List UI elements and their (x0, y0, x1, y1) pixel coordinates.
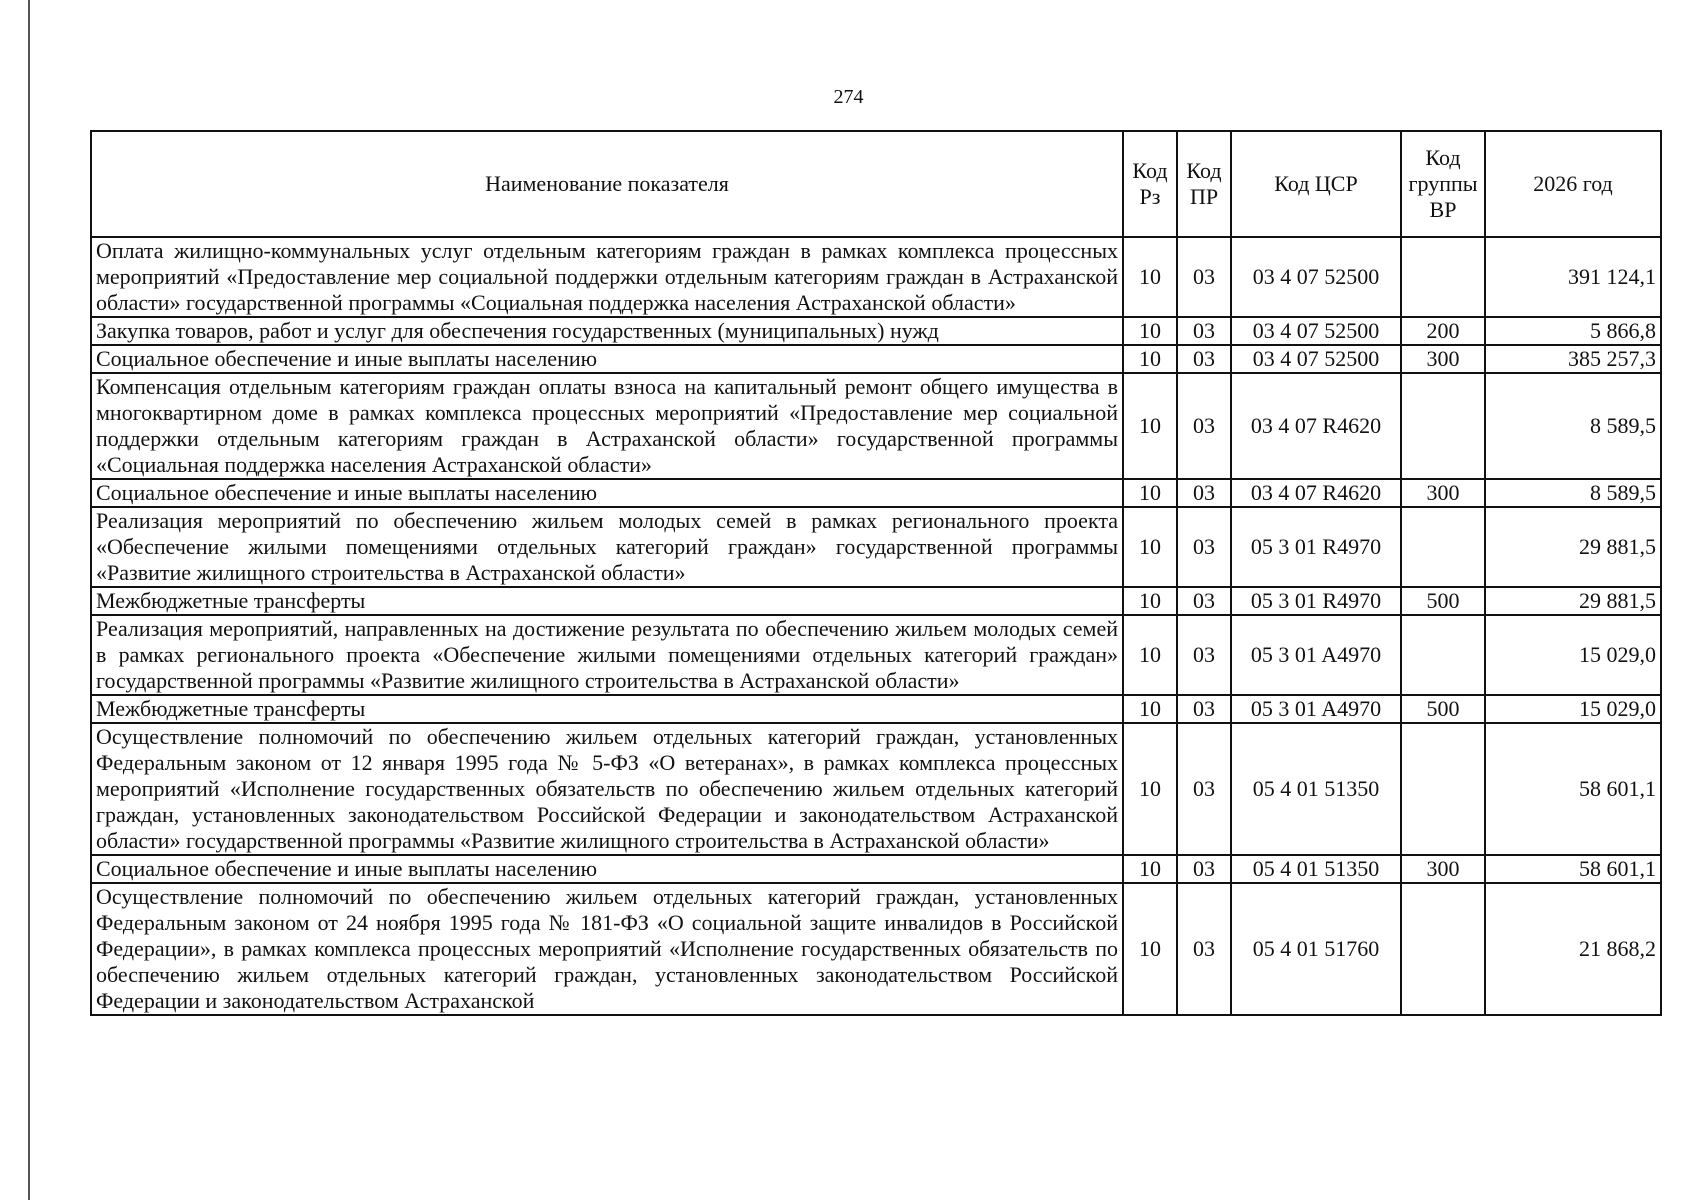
row-name: Межбюджетные трансферты (91, 695, 1123, 723)
row-csr: 03 4 07 R4620 (1231, 479, 1401, 507)
row-csr: 03 4 07 52500 (1231, 317, 1401, 345)
row-vr (1401, 507, 1485, 587)
row-vr: 200 (1401, 317, 1485, 345)
row-rz: 10 (1123, 587, 1177, 615)
row-name: Социальное обеспечение и иные выплаты населению (91, 479, 1123, 507)
row-rz: 10 (1123, 345, 1177, 373)
row-sum: 15 029,0 (1485, 615, 1661, 695)
row-csr: 05 4 01 51350 (1231, 723, 1401, 855)
page-number: 274 (833, 86, 864, 108)
row-vr (1401, 373, 1485, 479)
row-csr: 05 4 01 51760 (1231, 883, 1401, 1015)
row-vr: 500 (1401, 587, 1485, 615)
header-csr: Код ЦСР (1231, 131, 1401, 237)
row-rz: 10 (1123, 507, 1177, 587)
row-sum: 15 029,0 (1485, 695, 1661, 723)
header-sum: 2026 год (1485, 131, 1661, 237)
row-vr: 300 (1401, 345, 1485, 373)
row-csr: 05 3 01 R4970 (1231, 507, 1401, 587)
table-row (91, 479, 1661, 507)
row-csr: 05 4 01 51350 (1231, 855, 1401, 883)
row-name: Социальное обеспечение и иные выплаты населению (91, 345, 1123, 373)
table-row (91, 855, 1661, 883)
row-sum: 8 589,5 (1485, 373, 1661, 479)
row-name: Осуществление полномочий по обеспечению жильем отдельных категорий граждан, установленных Федеральным законом от 24 ноября 1995 года № 181-ФЗ «О социальной защите инвалидов в Российской Федерации», в рамках комплекса процессных мероприятий «Исполнение государственных обязательств по обеспечению жильем отдельных категорий граждан, установленных законодательством Российской Федерации и законодательством Астраханской (91, 883, 1123, 1015)
table-header-row (91, 131, 1661, 237)
row-vr (1401, 615, 1485, 695)
row-name: Реализация мероприятий, направленных на достижение результата по обеспечению жильем молодых семей в рамках регионального проекта «Обеспечение жилыми помещениями отдельных категорий граждан» государственной программы «Развитие жилищного строительства в Астраханской области» (91, 615, 1123, 695)
row-rz: 10 (1123, 317, 1177, 345)
row-vr (1401, 883, 1485, 1015)
row-csr: 03 4 07 52500 (1231, 237, 1401, 317)
page-margin-line (28, 0, 30, 1200)
header-vr: Код группы ВР (1401, 131, 1485, 237)
row-name: Реализация мероприятий по обеспечению жильем молодых семей в рамках регионального проекта «Обеспечение жилыми помещениями отдельных категорий граждан» государственной программы «Развитие жилищного строительства в Астраханской области» (91, 507, 1123, 587)
row-name: Социальное обеспечение и иные выплаты населению (91, 855, 1123, 883)
row-sum: 391 124,1 (1485, 237, 1661, 317)
table-row (91, 373, 1661, 479)
row-rz: 10 (1123, 855, 1177, 883)
row-vr: 300 (1401, 479, 1485, 507)
row-sum: 21 868,2 (1485, 883, 1661, 1015)
row-pr: 03 (1177, 615, 1231, 695)
row-pr: 03 (1177, 507, 1231, 587)
row-name: Межбюджетные трансферты (91, 587, 1123, 615)
budget-table (90, 130, 1662, 1016)
row-name: Оплата жилищно-коммунальных услуг отдельным категориям граждан в рамках комплекса процессных мероприятий «Предоставление мер социальной поддержки отдельным категориям граждан в Астраханской области» государственной программы «Социальная поддержка населения Астраханской области» (91, 237, 1123, 317)
row-sum: 29 881,5 (1485, 587, 1661, 615)
table-row (91, 587, 1661, 615)
row-rz: 10 (1123, 615, 1177, 695)
row-name: Компенсация отдельным категориям граждан оплаты взноса на капитальный ремонт общего имущества в многоквартирном доме в рамках комплекса процессных мероприятий «Предоставление мер социальной поддержки отдельным категориям граждан в Астраханской области» государственной программы «Социальная поддержка населения Астраханской области» (91, 373, 1123, 479)
row-vr (1401, 723, 1485, 855)
row-pr: 03 (1177, 855, 1231, 883)
row-pr: 03 (1177, 479, 1231, 507)
row-sum: 29 881,5 (1485, 507, 1661, 587)
row-vr: 500 (1401, 695, 1485, 723)
header-name: Наименование показателя (91, 131, 1123, 237)
row-sum: 8 589,5 (1485, 479, 1661, 507)
header-rz: Код Рз (1123, 131, 1177, 237)
row-pr: 03 (1177, 587, 1231, 615)
row-rz: 10 (1123, 479, 1177, 507)
row-rz: 10 (1123, 695, 1177, 723)
row-name: Закупка товаров, работ и услуг для обеспечения государственных (муниципальных) нужд (91, 317, 1123, 345)
row-csr: 05 3 01 A4970 (1231, 615, 1401, 695)
table-row (91, 615, 1661, 695)
table-row (91, 237, 1661, 317)
row-name: Осуществление полномочий по обеспечению жильем отдельных категорий граждан, установленных Федеральным законом от 12 января 1995 года № 5-ФЗ «О ветеранах», в рамках комплекса процессных мероприятий «Исполнение государственных обязательств по обеспечению жильем отдельных категорий граждан, установленных законодательством Российской Федерации и законодательством Астраханской области» государственной программы «Развитие жилищного строительства в Астраханской области» (91, 723, 1123, 855)
table-row (91, 317, 1661, 345)
row-sum: 385 257,3 (1485, 345, 1661, 373)
row-rz: 10 (1123, 237, 1177, 317)
table-row (91, 345, 1661, 373)
row-pr: 03 (1177, 237, 1231, 317)
row-pr: 03 (1177, 695, 1231, 723)
row-sum: 5 866,8 (1485, 317, 1661, 345)
row-vr: 300 (1401, 855, 1485, 883)
row-pr: 03 (1177, 317, 1231, 345)
table-row (91, 695, 1661, 723)
header-pr: Код ПР (1177, 131, 1231, 237)
table-row (91, 723, 1661, 855)
table-row (91, 883, 1661, 1015)
row-pr: 03 (1177, 723, 1231, 855)
row-csr: 03 4 07 52500 (1231, 345, 1401, 373)
row-sum: 58 601,1 (1485, 723, 1661, 855)
row-rz: 10 (1123, 373, 1177, 479)
row-pr: 03 (1177, 373, 1231, 479)
row-rz: 10 (1123, 883, 1177, 1015)
row-pr: 03 (1177, 345, 1231, 373)
row-csr: 05 3 01 A4970 (1231, 695, 1401, 723)
row-pr: 03 (1177, 883, 1231, 1015)
row-rz: 10 (1123, 723, 1177, 855)
table-row (91, 507, 1661, 587)
row-vr (1401, 237, 1485, 317)
row-csr: 05 3 01 R4970 (1231, 587, 1401, 615)
row-csr: 03 4 07 R4620 (1231, 373, 1401, 479)
row-sum: 58 601,1 (1485, 855, 1661, 883)
